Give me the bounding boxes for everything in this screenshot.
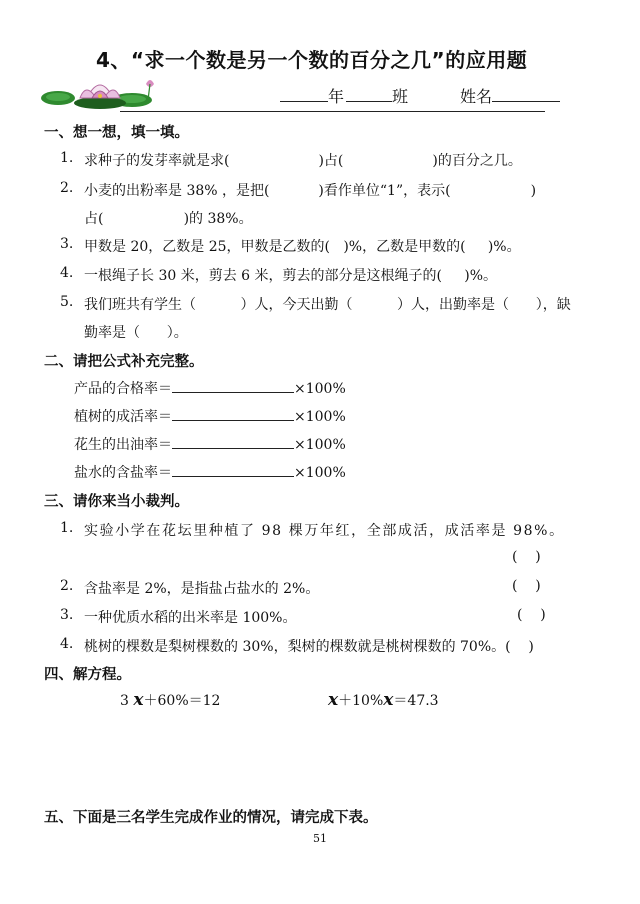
- s3-q3-text: 一种优质水稻的出米率是 100%。: [84, 610, 297, 626]
- s1-q3-text: 甲数是 20，乙数是 25，甲数是乙数的( )%，乙数是甲数的( )%。: [84, 239, 521, 255]
- formula-blank[interactable]: [172, 406, 294, 421]
- equation-1-rest: ＋60%＝12: [143, 693, 221, 709]
- s3-q1-num: 1.: [60, 520, 74, 536]
- s1-q4-text: 一根绳子长 30 米，剪去 6 米，剪去的部分是这根绳子的( )%。: [84, 268, 497, 284]
- s3-q2-text: 含盐率是 2%，是指盐占盐水的 2%。: [84, 581, 320, 597]
- equation-1-coef: 3: [120, 693, 134, 709]
- section-5-heading: 五、下面是三名学生完成作业的情况，请完成下表。: [44, 810, 378, 826]
- year-label: 年: [328, 87, 345, 106]
- s3-q1-answer[interactable]: ( ): [512, 549, 541, 565]
- class-blank[interactable]: [346, 87, 392, 102]
- equation-2: [328, 690, 439, 710]
- equation-2-var2: x: [383, 690, 394, 710]
- s3-q2-num: 2.: [60, 578, 74, 594]
- name-label: 姓名: [460, 87, 493, 106]
- formula-label: 产品的合格率＝: [74, 381, 172, 397]
- formula-label: 花生的出油率＝: [74, 437, 172, 453]
- s1-q2-text: 小麦的出粉率是 38% ，是把( )看作单位“1”，表示( ): [84, 183, 537, 199]
- formula-label: 盐水的含盐率＝: [74, 465, 172, 481]
- formula-blank[interactable]: [172, 434, 294, 449]
- s3-q4-text: 桃树的棵数是梨树棵数的 30%，梨树的棵数就是桃树棵数的 70%。( ): [84, 639, 534, 655]
- formula-blank[interactable]: [172, 462, 294, 477]
- formula-suffix: ×100%: [294, 409, 346, 425]
- s1-q5-text-cont: 勤率是（ ）。: [84, 325, 188, 341]
- section-1-heading: 一、想一想，填一填。: [44, 125, 189, 141]
- s3-q4-num: 4.: [60, 636, 74, 652]
- s1-q5-num: 5.: [60, 294, 74, 310]
- formula-suffix: ×100%: [294, 381, 346, 397]
- s1-q2-num: 2.: [60, 180, 74, 196]
- formula-row: [74, 462, 346, 482]
- s3-q3-num: 3.: [60, 607, 74, 623]
- class-label: 班: [392, 87, 409, 106]
- s1-q4-num: 4.: [60, 265, 74, 281]
- lotus-decoration-icon: [40, 70, 160, 110]
- s1-q1-text: 求种子的发芽率就是求( )占( )的百分之几。: [84, 153, 522, 169]
- formula-row: [74, 378, 346, 398]
- header-rule: [120, 111, 545, 112]
- formula-label: 植树的成活率＝: [74, 409, 172, 425]
- equation-1-var: x: [133, 690, 144, 710]
- section-4-heading: 四、解方程。: [44, 667, 131, 683]
- formula-blank[interactable]: [172, 378, 294, 393]
- formula-suffix: ×100%: [294, 465, 346, 481]
- s1-q1-num: 1.: [60, 150, 74, 166]
- equation-1: [120, 690, 220, 710]
- equation-2-rest: ＝47.3: [393, 693, 439, 709]
- s1-q3-num: 3.: [60, 236, 74, 252]
- formula-row: [74, 434, 346, 454]
- s3-q3-answer[interactable]: ( ): [517, 607, 546, 623]
- section-3-heading: 三、请你来当小裁判。: [44, 494, 189, 510]
- section-2-heading: 二、请把公式补充完整。: [44, 354, 204, 370]
- formula-suffix: ×100%: [294, 437, 346, 453]
- s1-q2-text-cont: 占( )的 38%。: [84, 211, 253, 227]
- equation-2-var: x: [328, 690, 339, 710]
- page-title: 4、“求一个数是另一个数的百分之几”的应用题: [96, 48, 528, 72]
- s3-q1-text: 实验小学在花坛里种植了 98 棵万年红，全部成活，成活率是 98%。: [84, 523, 565, 539]
- name-blank[interactable]: [492, 87, 560, 102]
- s1-q5-text: 我们班共有学生（ ）人，今天出勤（ ）人，出勤率是（ ），缺: [84, 297, 571, 313]
- equation-2-mid: ＋10%: [338, 693, 384, 709]
- formula-row: [74, 406, 346, 426]
- s3-q2-answer[interactable]: ( ): [512, 578, 541, 594]
- page-number: 51: [313, 832, 327, 845]
- year-blank[interactable]: [280, 87, 328, 102]
- class-info-line: [280, 84, 560, 107]
